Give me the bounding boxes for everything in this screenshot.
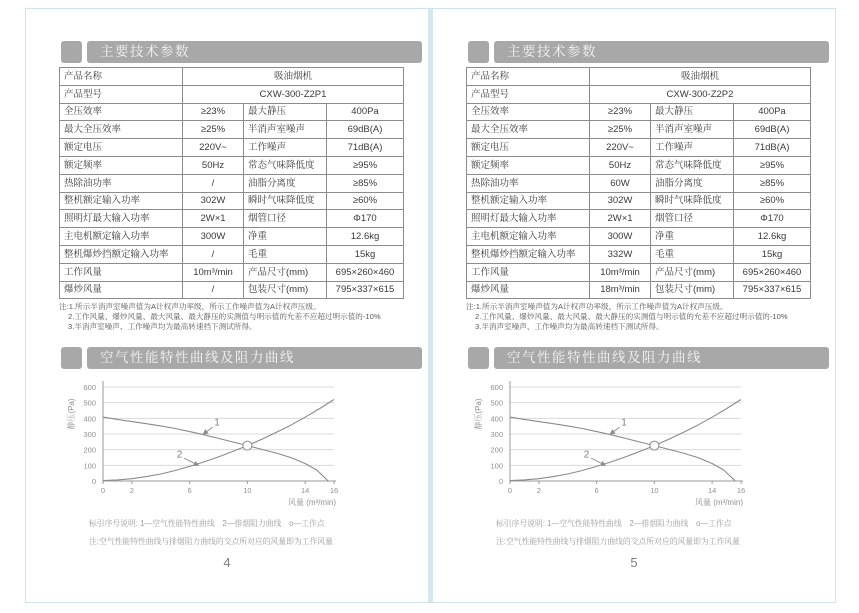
table-row [467, 245, 811, 263]
x-tick-label: 16 [736, 486, 746, 495]
section-header-params [61, 41, 422, 63]
spec-label: 最大全压效率 [60, 121, 183, 139]
spec-value: 60W [590, 174, 651, 192]
table-row [60, 103, 404, 121]
spec-value: 71dB(A) [734, 139, 811, 157]
note-line: 注:1.所示半消声室噪声值为A计权声功率级，所示工作噪声值为A计权声压级。 [466, 302, 728, 311]
curve-number-label: 2 [583, 449, 590, 461]
work-point-marker [243, 441, 252, 450]
table-row [60, 85, 404, 103]
spec-label: 工作噪声 [244, 139, 327, 157]
spec-value: 10m³/min [590, 263, 651, 281]
y-tick-label: 200 [83, 445, 96, 455]
y-tick-label: 300 [490, 430, 503, 439]
spec-label: 整机额定输入功率 [60, 192, 183, 210]
section-header-square-icon [61, 347, 82, 369]
note-line: 3.半消声室噪声、工作噪声均为最高转速档下测试所得。 [68, 322, 257, 331]
spec-value: 18m³/min [590, 281, 651, 299]
curve-exhaust-resistance [510, 400, 741, 481]
spec-value: 69dB(A) [327, 121, 404, 139]
spec-value: 300W [183, 228, 244, 246]
spec-label: 工作噪声 [651, 139, 734, 157]
curve-number-label: 1 [214, 417, 220, 429]
spec-label: 烟管口径 [651, 210, 734, 228]
two-page-spread [25, 8, 836, 603]
table-row [467, 121, 811, 139]
spec-value: / [183, 245, 244, 263]
y-tick-label: 500 [83, 398, 96, 408]
spec-label: 整机额定输入功率 [467, 192, 590, 210]
manual-page-4 [26, 9, 428, 602]
spec-value: 400Pa [327, 103, 404, 121]
section-header-title: 主要技术参数 [494, 41, 829, 63]
spec-value: 12.6kg [327, 228, 404, 246]
table-row [60, 192, 404, 210]
spec-label: 瞬时气味降低度 [244, 192, 327, 210]
y-axis-label: 静压(Pa) [474, 398, 483, 430]
spec-value: 50Hz [183, 156, 244, 174]
x-tick-label: 2 [536, 486, 541, 495]
table-row [467, 139, 811, 157]
page-number: 4 [223, 555, 231, 570]
spec-value: ≥85% [734, 174, 811, 192]
x-axis-label: 风量 (m³/min) [695, 498, 743, 507]
chart-legend-caption: 标引序号说明: 1—空气性能特性曲线 2—排烟阻力曲线 o—工作点 [89, 519, 325, 528]
spec-value: ≥23% [183, 103, 244, 121]
spec-label: 爆炒风量 [60, 281, 183, 299]
table-row [467, 281, 811, 299]
section-header-square-icon [468, 41, 489, 63]
chart-note-caption: 注:空气性能特性曲线与排烟阻力曲线的交点所对应的风量即为工作风量 [496, 537, 740, 546]
spec-value: Φ170 [327, 210, 404, 228]
section-header-square-icon [61, 41, 82, 63]
spec-value: 71dB(A) [327, 139, 404, 157]
table-row [60, 263, 404, 281]
y-tick-label: 500 [490, 398, 503, 408]
note-line: 2.工作风量、爆炒风量、最大风量、最大静压的实测值与明示值的允差不应超过明示值的-10% [475, 312, 788, 321]
chart-legend-caption: 标引序号说明: 1—空气性能特性曲线 2—排烟阻力曲线 o—工作点 [496, 519, 732, 528]
table-row [467, 103, 811, 121]
spec-label: 额定频率 [467, 156, 590, 174]
x-tick-label: 14 [300, 486, 310, 495]
annotation-arrow [184, 458, 198, 465]
spec-value: 吸油烟机 [590, 68, 811, 86]
note-line: 3.半消声室噪声、工作噪声均为最高转速档下测试所得。 [475, 322, 664, 331]
table-row [467, 210, 811, 228]
spec-value: 50Hz [590, 156, 651, 174]
spec-table [466, 67, 811, 299]
spec-label: 全压效率 [60, 103, 183, 121]
spec-label: 产品名称 [60, 68, 183, 86]
spec-value: 220V~ [590, 139, 651, 157]
table-row [467, 156, 811, 174]
spec-label: 烟管口径 [244, 210, 327, 228]
spec-label: 热除油功率 [60, 174, 183, 192]
annotation-arrow [591, 458, 605, 465]
spec-value: 15kg [734, 245, 811, 263]
spec-label: 半消声室噪声 [244, 121, 327, 139]
spec-value: 695×260×460 [734, 263, 811, 281]
spec-label: 全压效率 [467, 103, 590, 121]
spec-label: 毛重 [651, 245, 734, 263]
spec-value: CXW-300-Z2P1 [183, 85, 404, 103]
spec-label: 产品尺寸(mm) [244, 263, 327, 281]
spec-value: / [183, 174, 244, 192]
y-tick-label: 600 [490, 383, 503, 392]
spec-table [59, 67, 404, 299]
spec-value: 69dB(A) [734, 121, 811, 139]
spec-value: ≥60% [734, 192, 811, 210]
x-tick-label: 0 [100, 486, 106, 495]
spec-label: 油脂分离度 [651, 174, 734, 192]
spec-value: 吸油烟机 [183, 68, 404, 86]
spec-label: 工作风量 [467, 263, 590, 281]
spec-value: ≥23% [590, 103, 651, 121]
spec-value: ≥95% [734, 156, 811, 174]
section-header-title: 主要技术参数 [87, 41, 422, 63]
table-row [60, 228, 404, 246]
spec-label: 最大静压 [651, 103, 734, 121]
spec-value: 300W [590, 228, 651, 246]
y-tick-label: 100 [490, 461, 503, 471]
spec-label: 包装尺寸(mm) [244, 281, 327, 299]
spec-value: ≥85% [327, 174, 404, 192]
spec-label: 包装尺寸(mm) [651, 281, 734, 299]
spec-label: 热除油功率 [467, 174, 590, 192]
curve-number-label: 1 [621, 417, 627, 429]
annotation-arrow [203, 427, 212, 434]
spec-label: 主电机额定输入功率 [467, 228, 590, 246]
annotation-arrow [610, 427, 619, 434]
table-row [467, 263, 811, 281]
x-tick-label: 6 [187, 486, 192, 495]
spec-value: 400Pa [734, 103, 811, 121]
spec-value: 302W [183, 192, 244, 210]
chart-note-caption: 注:空气性能特性曲线与排烟阻力曲线的交点所对应的风量即为工作风量 [89, 537, 333, 546]
spec-value: Φ170 [734, 210, 811, 228]
spec-value: 12.6kg [734, 228, 811, 246]
x-tick-label: 2 [129, 486, 134, 495]
spec-label: 照明灯最大输入功率 [60, 210, 183, 228]
spec-table-body [467, 68, 811, 299]
spec-label: 油脂分离度 [244, 174, 327, 192]
spec-value: ≥25% [590, 121, 651, 139]
x-tick-label: 10 [650, 486, 659, 495]
notes [59, 302, 381, 332]
spec-label: 最大全压效率 [467, 121, 590, 139]
spec-label: 毛重 [244, 245, 327, 263]
spec-label: 常态气味降低度 [244, 156, 327, 174]
y-tick-label: 0 [498, 477, 503, 486]
spec-label: 整机爆炒挡额定输入功率 [467, 245, 590, 263]
spec-value: 10m³/min [183, 263, 244, 281]
spec-value: 332W [590, 245, 651, 263]
table-row [467, 192, 811, 210]
notes [466, 302, 788, 332]
spec-label: 爆炒风量 [467, 281, 590, 299]
manual-page-5 [433, 9, 835, 602]
spec-label: 整机爆炒挡额定输入功率 [60, 245, 183, 263]
spec-value: 220V~ [183, 139, 244, 157]
spec-label: 照明灯最大输入功率 [467, 210, 590, 228]
table-row [467, 174, 811, 192]
spec-value: 302W [590, 192, 651, 210]
spec-label: 额定电压 [60, 139, 183, 157]
table-row [60, 139, 404, 157]
spec-label: 常态气味降低度 [651, 156, 734, 174]
note-line: 2.工作风量、爆炒风量、最大风量、最大静压的实测值与明示值的允差不应超过明示值的-10% [68, 312, 381, 321]
spec-value: 2W×1 [183, 210, 244, 228]
y-tick-label: 100 [83, 461, 96, 471]
y-tick-label: 300 [83, 430, 96, 439]
page-number: 5 [630, 555, 638, 570]
spec-value: ≥25% [183, 121, 244, 139]
curve-exhaust-resistance [103, 400, 334, 481]
table-row [60, 156, 404, 174]
table-row [467, 228, 811, 246]
spec-label: 额定电压 [467, 139, 590, 157]
section-header-title: 空气性能特性曲线及阻力曲线 [494, 347, 829, 369]
x-tick-label: 16 [329, 486, 339, 495]
performance-chart [433, 369, 836, 519]
spec-value: 795×337×615 [734, 281, 811, 299]
spec-label: 半消声室噪声 [651, 121, 734, 139]
section-header-params [468, 41, 829, 63]
y-axis-label: 静压(Pa) [67, 398, 76, 430]
table-row [467, 68, 811, 86]
spec-value: ≥95% [327, 156, 404, 174]
section-header-curves [61, 347, 422, 369]
table-row [60, 121, 404, 139]
spec-label: 最大静压 [244, 103, 327, 121]
performance-chart [26, 369, 429, 519]
table-row [60, 68, 404, 86]
spec-value: 15kg [327, 245, 404, 263]
table-row [60, 210, 404, 228]
spec-label: 产品型号 [467, 85, 590, 103]
spec-value: CXW-300-Z2P2 [590, 85, 811, 103]
spec-label: 额定频率 [60, 156, 183, 174]
x-axis-label: 风量 (m³/min) [288, 498, 336, 507]
spec-label: 主电机额定输入功率 [60, 228, 183, 246]
spec-label: 产品型号 [60, 85, 183, 103]
spec-value: 695×260×460 [327, 263, 404, 281]
table-row [467, 85, 811, 103]
table-row [60, 281, 404, 299]
section-header-curves [468, 347, 829, 369]
work-point-marker [650, 441, 659, 450]
spec-label: 产品尺寸(mm) [651, 263, 734, 281]
table-row [60, 174, 404, 192]
x-tick-label: 0 [507, 486, 513, 495]
spec-label: 产品名称 [467, 68, 590, 86]
table-row [60, 245, 404, 263]
spec-table-body [60, 68, 404, 299]
curve-number-label: 2 [176, 449, 183, 461]
y-tick-label: 200 [490, 445, 503, 455]
y-tick-label: 0 [91, 477, 96, 486]
x-tick-label: 6 [594, 486, 599, 495]
spec-label: 工作风量 [60, 263, 183, 281]
spec-value: ≥60% [327, 192, 404, 210]
spec-label: 净重 [651, 228, 734, 246]
y-tick-label: 400 [490, 414, 503, 424]
spec-value: 2W×1 [590, 210, 651, 228]
spec-label: 瞬时气味降低度 [651, 192, 734, 210]
x-tick-label: 14 [707, 486, 717, 495]
spec-value: 795×337×615 [327, 281, 404, 299]
section-header-title: 空气性能特性曲线及阻力曲线 [87, 347, 422, 369]
note-line: 注:1.所示半消声室噪声值为A计权声功率级，所示工作噪声值为A计权声压级。 [59, 302, 321, 311]
y-tick-label: 400 [83, 414, 96, 424]
spec-value: / [183, 281, 244, 299]
spec-label: 净重 [244, 228, 327, 246]
section-header-square-icon [468, 347, 489, 369]
x-tick-label: 10 [243, 486, 252, 495]
y-tick-label: 600 [83, 383, 96, 392]
